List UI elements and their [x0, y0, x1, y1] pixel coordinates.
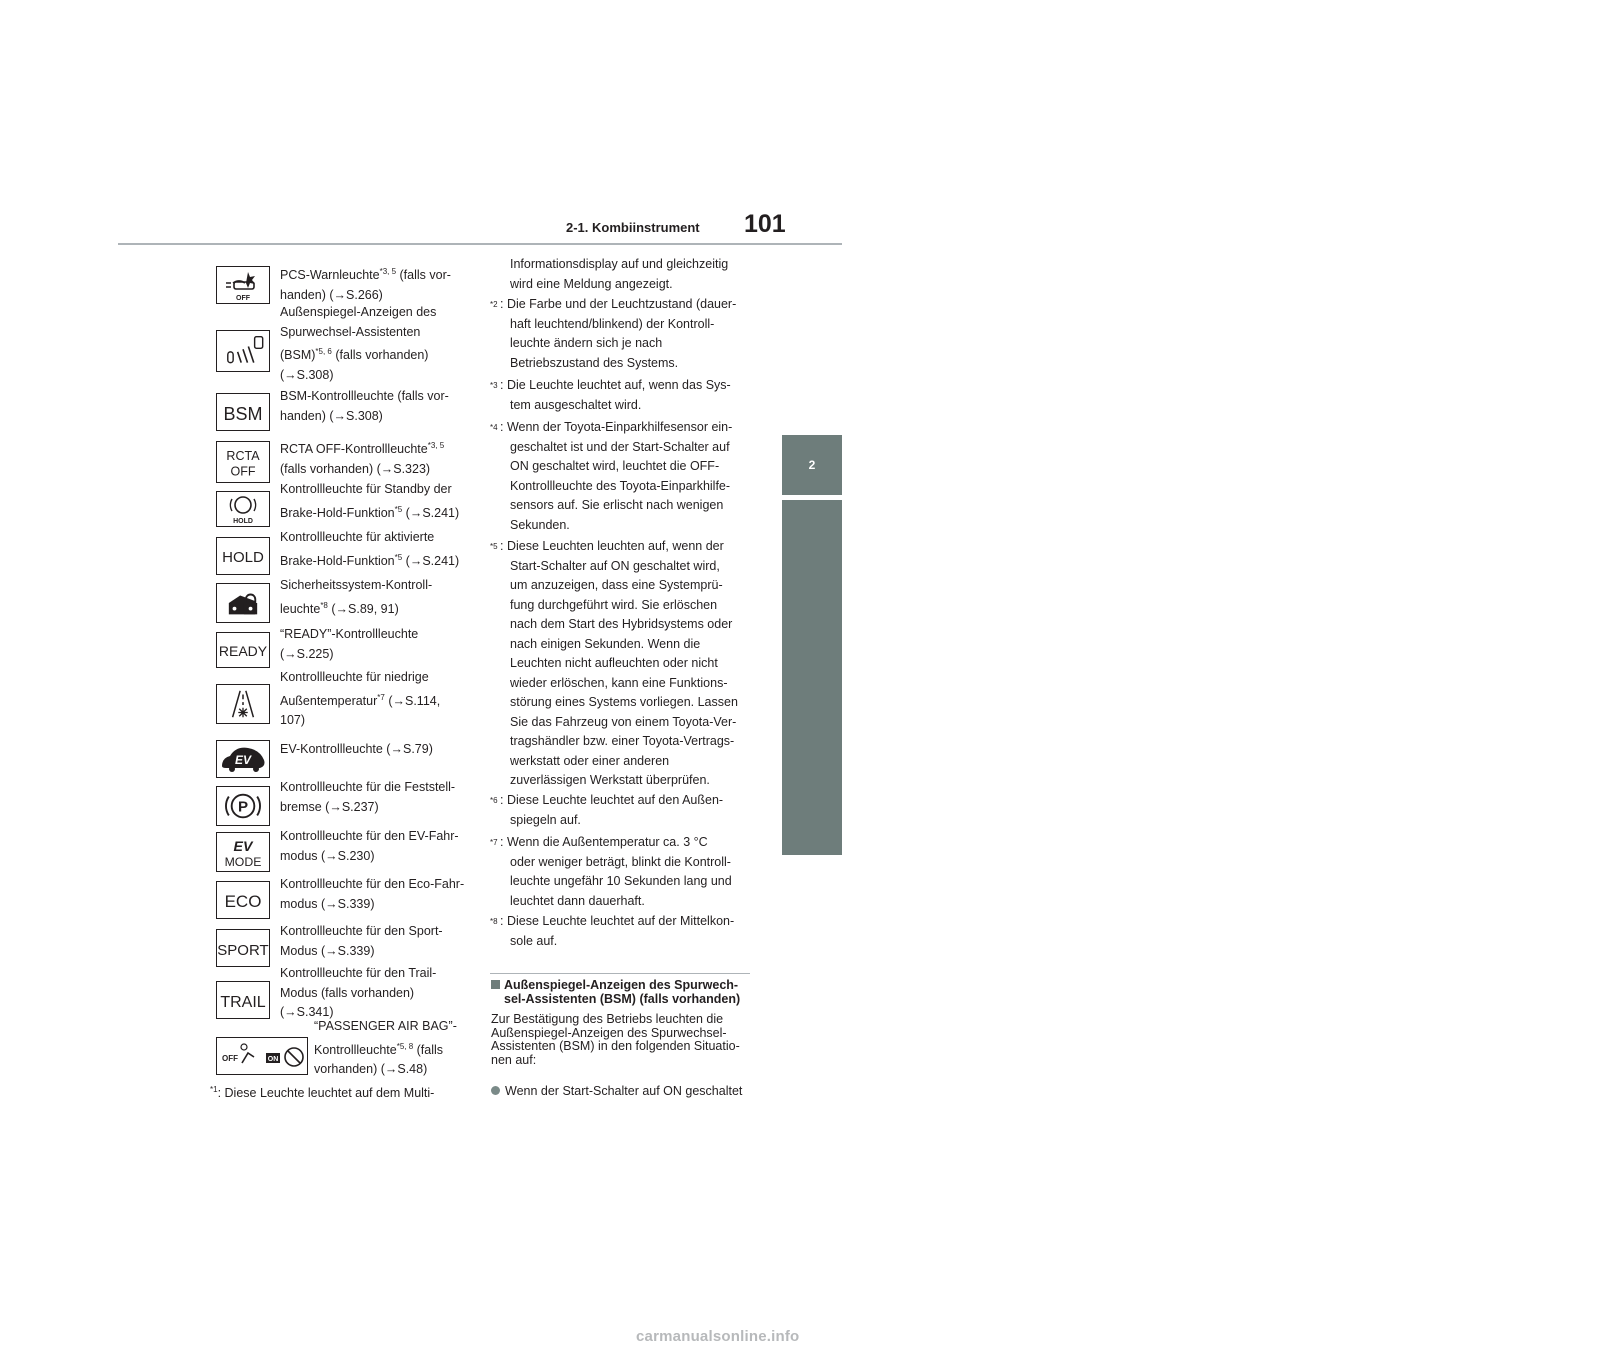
svg-text:OFF: OFF: [230, 464, 256, 479]
brake-hold-standby-icon: [216, 491, 270, 527]
section-heading: Außenspiegel-Anzeigen des Spurwech- sel-Assistenten (BSM) (falls vorhanden): [491, 978, 753, 1006]
chapter-title: Informationen und Kontrollleuchten zum Fahrzeugzustand: [1587, 1010, 1602, 1344]
footnote-1-continued: Informationsdisplay auf und gleichzeitig wird eine Meldung angezeigt.: [510, 257, 729, 291]
indicator-text-bsm-mirror: Außenspiegel-Anzeigen des Spurwechsel-Assistenten (BSM)$^{*5, 6}$ (falls vorhanden) (→S.308): [280, 305, 437, 382]
indicator-text-security: Sicherheitssystem-Kontroll- leuchte$^{*8}$ (→S.89, 91): [280, 578, 433, 616]
footnote-4: $^{*4}$ : Wenn der Toyota-Einparkhilfesensor ein- geschaltet ist und der Start-Schalter auf ON geschaltet wird, leuchtet die OFF- Kontrollleuchte des Toyota-Einparkhilfe- sensors auf. Sie erlischt nach wenigen Sekunden.: [490, 420, 733, 532]
ev-car-icon: [216, 740, 270, 778]
svg-text:READY: READY: [218, 643, 268, 659]
bsm-mirror-icon: [216, 330, 270, 372]
indicator-text-brake-hold-active: Kontrollleuchte für aktivierte Brake-Hold-Funktion$^{*5}$ (→S.241): [280, 530, 460, 568]
indicator-text-passenger-airbag: “PASSENGER AIR BAG”- Kontrollleuchte$^{*5, 8}$ (falls vorhanden) (→S.48): [314, 1019, 457, 1077]
footnote-5: $^{*5}$ : Diese Leuchten leuchten auf, wenn der Start-Schalter auf ON geschaltet wird, um anzuzeigen, dass eine Systemprü- fung durchgeführt wird. Sie erlöschen nach dem Start des Hybridsystems oder nach einigen Sekunden. Wenn die Leuchten nicht aufleuchten oder nicht wieder erlöschen, kann eine Funktions- störung eines Systems vorliegen. Lassen Sie das Fahrzeug von einem Toyota-Ver- tragshändler bzw. einer Toyota-Vertrags- werkstatt oder einer anderen zuverlässigen Werkstatt überprüfen.: [490, 539, 738, 787]
security-lock-icon: [216, 583, 270, 623]
indicator-text-trail: Kontrollleuchte für den Trail- Modus (falls vorhanden) (→S.341): [280, 966, 437, 1019]
hold-text-icon: [216, 537, 270, 575]
footnote-2: $^{*2}$ : Die Farbe und der Leuchtzustand (dauer- haft leuchtend/blinkend) der Kontroll- leuchte ändern sich je nach Betriebszustand des Systems.: [490, 297, 737, 370]
indicator-text-sport: Kontrollleuchte für den Sport- Modus (→S.339): [280, 924, 443, 958]
pcs-off-icon: [216, 266, 270, 304]
svg-text:OFF: OFF: [222, 1054, 238, 1063]
sport-text-icon: [216, 929, 270, 967]
rcta-off-icon: [216, 441, 270, 483]
bullet-item: Wenn der Start-Schalter auf ON geschaltet: [491, 1084, 761, 1099]
indicator-text-ready: “READY”-Kontrollleuchte (→S.225): [280, 627, 419, 661]
watermark: carmanualsonline.info: [636, 1328, 800, 1345]
indicator-text-ev-mode: Kontrollleuchte für den EV-Fahr- modus (→S.230): [280, 829, 459, 863]
footnote-7: $^{*7}$ : Wenn die Außentemperatur ca. 3 °C oder weniger beträgt, blinkt die Kontroll- leuchte ungefähr 10 Sekunden lang und leuchtet dann dauerhaft.: [490, 835, 732, 908]
trail-text-icon: [216, 981, 270, 1019]
section-square-icon: [491, 980, 500, 989]
svg-text:RCTA: RCTA: [226, 449, 260, 464]
passenger-airbag-icon: [216, 1037, 308, 1075]
parking-brake-icon: [216, 786, 270, 826]
footnote-1: $^{*1}$: Diese Leuchte leuchtet auf dem Multi-: [210, 1085, 435, 1101]
indicator-text-eco: Kontrollleuchte für den Eco-Fahr- modus (→S.339): [280, 877, 465, 911]
section-title: 2-1. Kombiinstrument: [566, 220, 700, 235]
svg-text:TRAIL: TRAIL: [220, 994, 266, 1011]
section-rule: [490, 973, 750, 974]
chapter-side-bar: [782, 500, 1602, 1344]
section-body: Zur Bestätigung des Betriebs leuchten die Außenspiegel-Anzeigen des Spurwechsel- Assistenten (BSM) in den folgenden Situatio- nen auf:: [491, 1012, 740, 1067]
chapter-number-tab: [782, 435, 842, 495]
footnote-8: $^{*8}$ : Diese Leuchte leuchtet auf der Mittelkon- sole auf.: [490, 914, 735, 948]
chapter-number: 2: [808, 458, 816, 472]
indicator-text-low-temp: Kontrollleuchte für niedrige Außentemperatur$^{*7}$ (→S.114, 107): [280, 670, 441, 728]
indicator-text-pcs: PCS-Warnleuchte$^{*3, 5}$ (falls vor- handen) (→S.266): [280, 267, 451, 302]
indicator-text-ev: EV-Kontrollleuchte (→S.79): [280, 742, 433, 756]
svg-text:SPORT: SPORT: [217, 942, 269, 959]
svg-text:EV: EV: [233, 839, 253, 856]
header-rule: [118, 243, 842, 245]
svg-text:MODE: MODE: [224, 855, 262, 870]
indicator-text-rcta: RCTA OFF-Kontrollleuchte$^{*3, 5}$ (falls vorhanden) (→S.323): [280, 441, 445, 476]
bsm-text-icon: [216, 393, 270, 431]
page-number: 101: [744, 210, 786, 238]
svg-text:HOLD: HOLD: [233, 518, 253, 525]
svg-text:OFF: OFF: [236, 295, 250, 302]
low-temp-icon: [216, 684, 270, 724]
eco-text-icon: [216, 881, 270, 919]
footnote-6: $^{*6}$ : Diese Leuchte leuchtet auf den Außen- spiegeln auf.: [490, 793, 724, 827]
svg-text:P: P: [237, 798, 249, 816]
indicator-text-brake-hold-standby: Kontrollleuchte für Standby der Brake-Hold-Funktion$^{*5}$ (→S.241): [280, 482, 460, 520]
ready-text-icon: [216, 632, 270, 668]
svg-text:HOLD: HOLD: [222, 549, 264, 566]
ev-mode-icon: [216, 832, 270, 872]
svg-text:EV: EV: [234, 753, 252, 767]
indicator-text-parking-brake: Kontrollleuchte für die Feststell- bremse (→S.237): [280, 780, 456, 814]
svg-text:ECO: ECO: [224, 892, 262, 911]
indicator-text-bsm: BSM-Kontrollleuchte (falls vor- handen) (→S.308): [280, 389, 449, 423]
bullet-dot-icon: [491, 1086, 500, 1095]
svg-text:BSM: BSM: [223, 404, 263, 424]
svg-text:ON: ON: [267, 1056, 279, 1063]
footnote-3: $^{*3}$ : Die Leuchte leuchtet auf, wenn das Sys- tem ausgeschaltet wird.: [490, 378, 731, 412]
